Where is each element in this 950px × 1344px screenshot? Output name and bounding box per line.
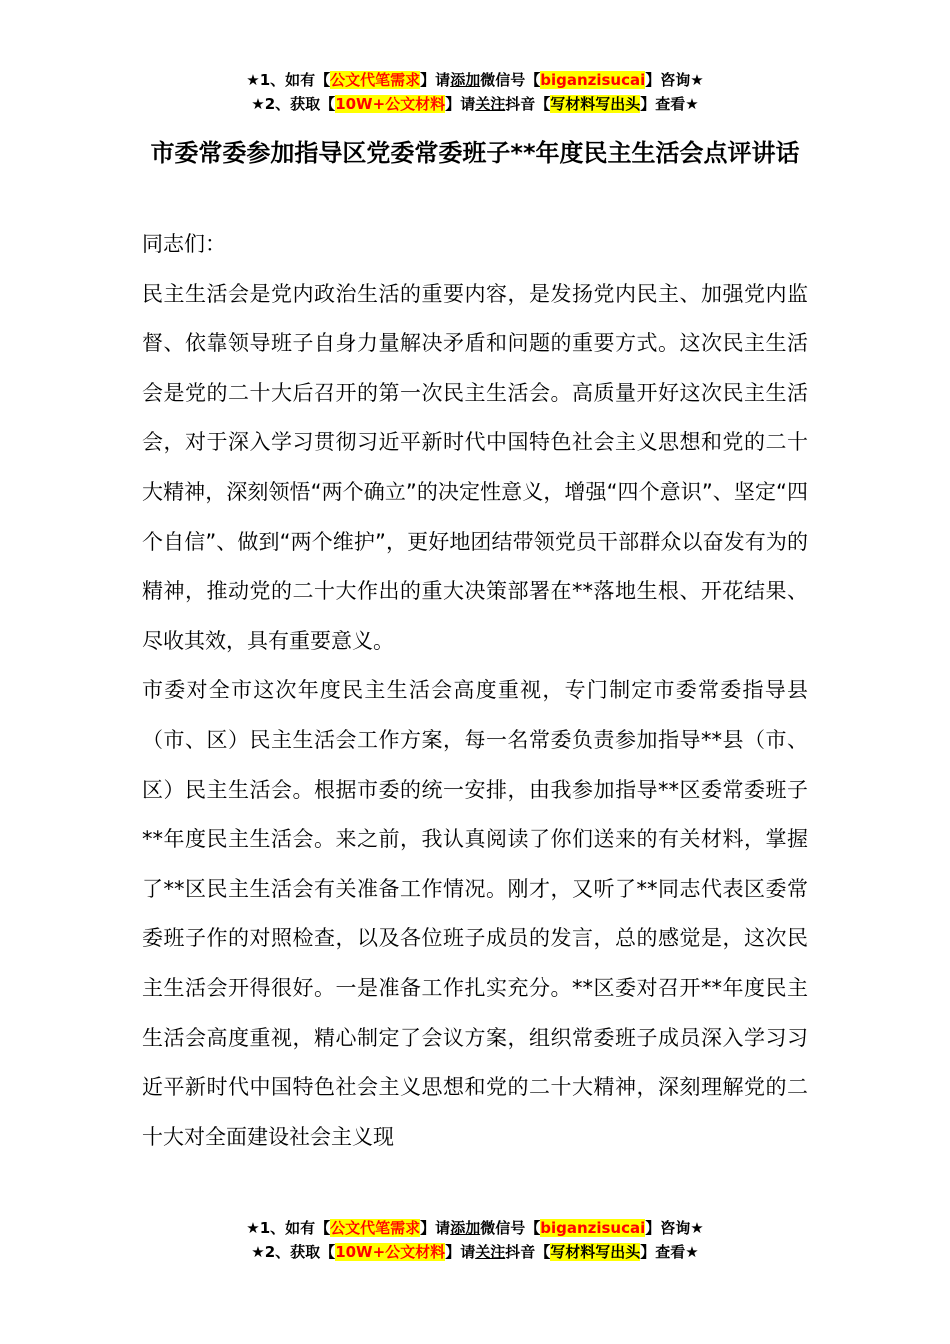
paragraph-2: 市委对全市这次年度民主生活会高度重视，专门制定市委常委指导县（市、区）民主生活会工作方案，每一名常委负责参加指导**县（市、区）民主生活会。根据市委的统一安排，由我参加指导**区委常委班子**年度民主生活会。来之前，我认真阅读了你们送来的有关材料，掌握了**区民主生活会有关准备工作情况。刚才，又听了**同志代表区委常委班子作的对照检查，以及各位班子成员的发言，总的感觉是，这次民主生活会开得很好。一是准备工作扎实充分。**区委对召开**年度民主生活会高度重视，精心制定了会议方案，组织常委班子成员深入学习习近平新时代中国特色社会主义思想和党的二十大精神，深刻理解党的二十大对全面建设社会主义现 (142, 678, 808, 1149)
promo-line-1: ★1、如有【公文代笔需求】请添加微信号【biganzisucai】咨询★ (246, 1219, 704, 1237)
promo-line-1: ★1、如有【公文代笔需求】请添加微信号【biganzisucai】咨询★ (246, 71, 704, 89)
highlight-service: 公文代笔需求 (330, 71, 421, 89)
highlight-douyin-account: 写材料写出头 (550, 1243, 641, 1261)
promo-banner-bottom (0, 1216, 950, 1264)
salutation: 同志们： (142, 232, 226, 256)
promo-banner-top (0, 68, 950, 116)
highlight-wechat-id: biganzisucai (540, 71, 646, 89)
highlight-wechat-id: biganzisucai (540, 1219, 646, 1237)
promo-line-2: ★2、获取【10W+公文材料】请关注抖音【写材料写出头】查看★ (251, 1243, 699, 1261)
highlight-materials: 10W+公文材料 (335, 1243, 446, 1261)
document-title: 市委常委参加指导区党委常委班子**年度民主生活会点评讲话 (150, 139, 800, 167)
highlight-materials: 10W+公文材料 (335, 95, 446, 113)
highlight-douyin-account: 写材料写出头 (550, 95, 641, 113)
promo-line-2: ★2、获取【10W+公文材料】请关注抖音【写材料写出头】查看★ (251, 95, 699, 113)
document-body (142, 220, 808, 1162)
paragraph-1: 民主生活会是党内政治生活的重要内容，是发扬党内民主、加强党内监督、依靠领导班子自身力量解决矛盾和问题的重要方式。这次民主生活会是党的二十大后召开的第一次民主生活会。高质量开好这次民主生活会，对于深入学习贯彻习近平新时代中国特色社会主义思想和党的二十大精神，深刻领悟“两个确立”的决定性意义，增强“四个意识”、坚定“四个自信”、做到“两个维护”，更好地团结带领党员干部群众以奋发有为的精神，推动党的二十大作出的重大决策部署在**落地生根、开花结果、尽收其效，具有重要意义。 (142, 281, 808, 653)
highlight-service: 公文代笔需求 (330, 1219, 421, 1237)
